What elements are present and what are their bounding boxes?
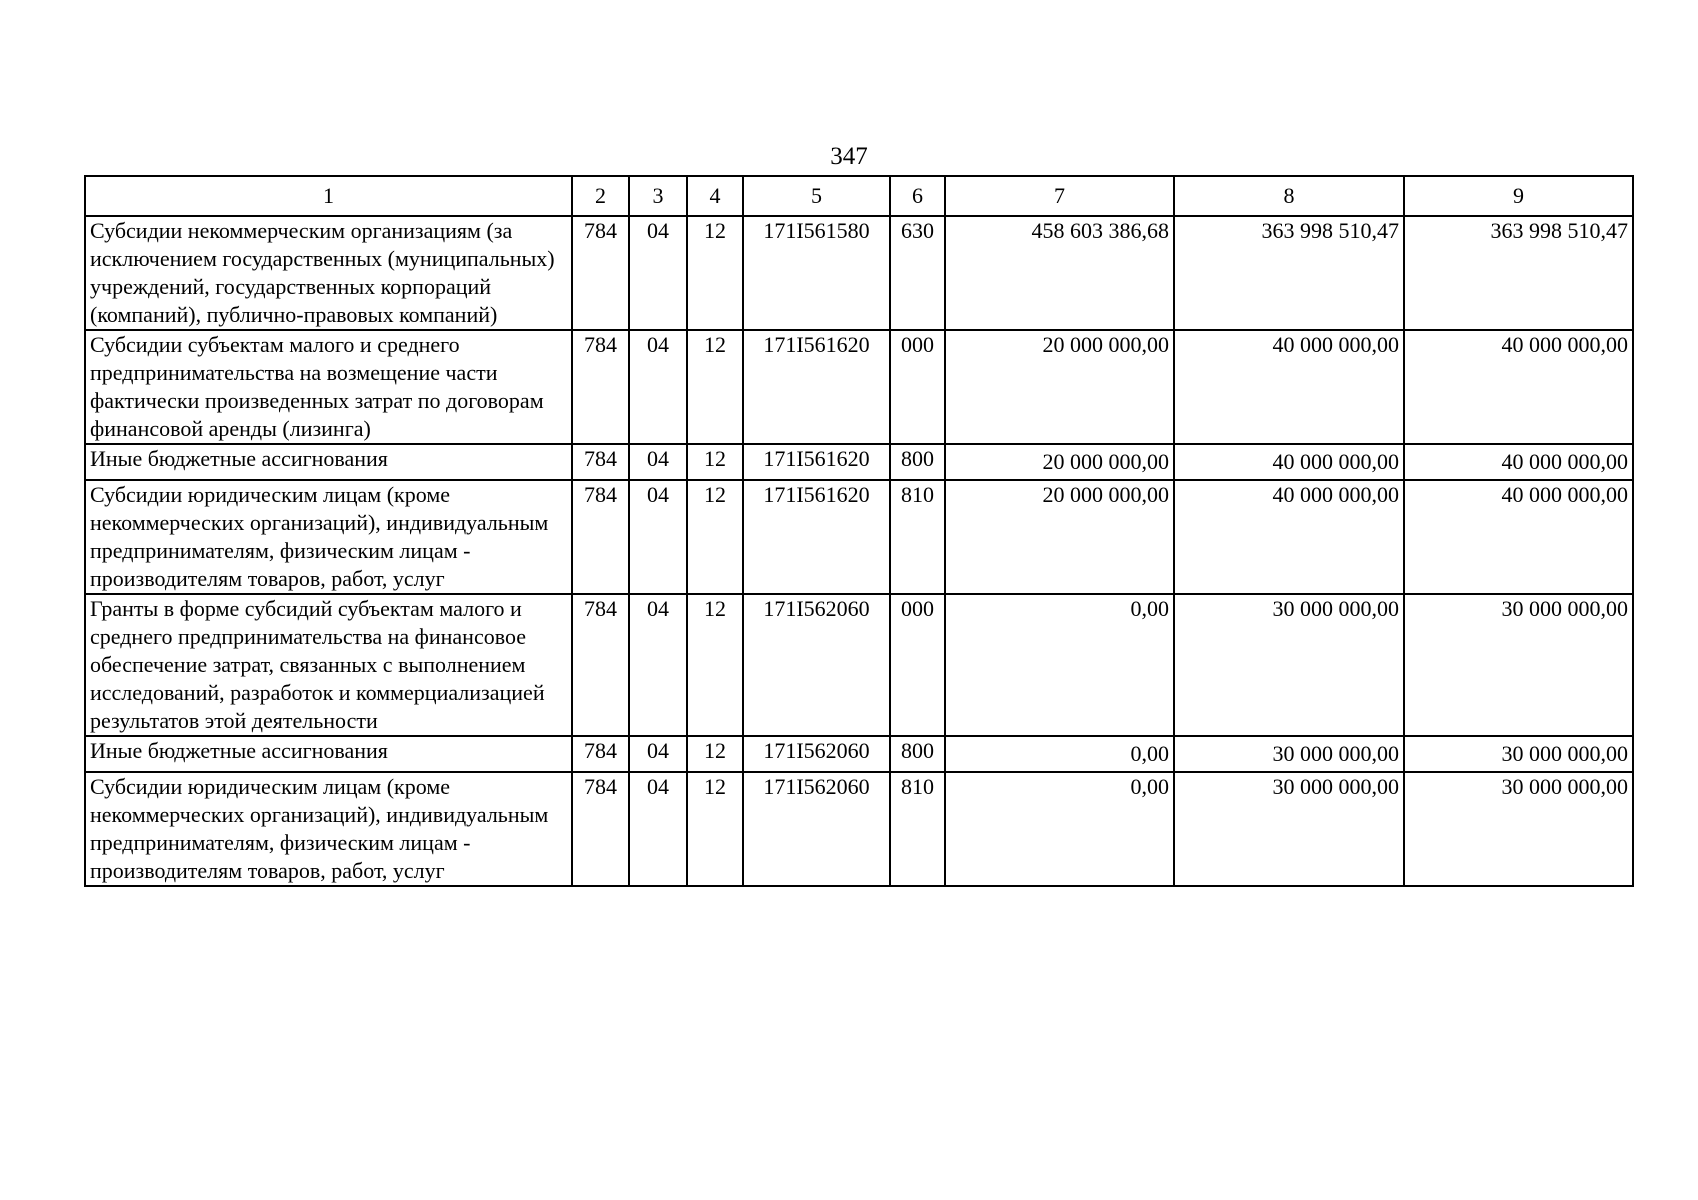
- target-article-cell: 171I561620: [743, 480, 890, 594]
- section-code-cell: 04: [629, 772, 687, 886]
- table-row: [85, 330, 1633, 444]
- ministry-code-cell: 784: [572, 736, 629, 772]
- amount-col9-cell: 40 000 000,00: [1404, 480, 1633, 594]
- row-name-cell: Иные бюджетные ассигнования: [85, 444, 572, 480]
- header-cell: 2: [572, 176, 629, 216]
- expense-type-cell: 000: [890, 594, 945, 736]
- amount-col7-cell: 0,00: [945, 772, 1174, 886]
- expense-type-cell: 800: [890, 444, 945, 480]
- header-cell: 1: [85, 176, 572, 216]
- expense-type-cell: 810: [890, 772, 945, 886]
- amount-col9-cell: 363 998 510,47: [1404, 216, 1633, 330]
- amount-col7-cell: 20 000 000,00: [945, 330, 1174, 444]
- table-row: [85, 736, 1633, 772]
- budget-table: [84, 175, 1634, 887]
- header-cell: 3: [629, 176, 687, 216]
- ministry-code-cell: 784: [572, 330, 629, 444]
- header-cell: 6: [890, 176, 945, 216]
- amount-col8-cell: 40 000 000,00: [1174, 480, 1404, 594]
- expense-type-cell: 630: [890, 216, 945, 330]
- subsection-code-cell: 12: [687, 444, 743, 480]
- row-name-cell: Субсидии юридическим лицам (кроме некоммерческих организаций), индивидуальным предпринимателям, физическим лицам - производителям товаров, работ, услуг: [85, 772, 572, 886]
- row-name-cell: Субсидии юридическим лицам (кроме некоммерческих организаций), индивидуальным предпринимателям, физическим лицам - производителям товаров, работ, услуг: [85, 480, 572, 594]
- table-row: [85, 444, 1633, 480]
- expense-type-cell: 800: [890, 736, 945, 772]
- header-cell: 5: [743, 176, 890, 216]
- row-name-cell: Субсидии субъектам малого и среднего предпринимательства на возмещение части фактически произведенных затрат по договорам финансовой аренды (лизинга): [85, 330, 572, 444]
- amount-col8-cell: 40 000 000,00: [1174, 444, 1404, 480]
- amount-col8-cell: 30 000 000,00: [1174, 736, 1404, 772]
- amount-col9-cell: 30 000 000,00: [1404, 772, 1633, 886]
- ministry-code-cell: 784: [572, 480, 629, 594]
- subsection-code-cell: 12: [687, 216, 743, 330]
- target-article-cell: 171I562060: [743, 736, 890, 772]
- subsection-code-cell: 12: [687, 330, 743, 444]
- expense-type-cell: 810: [890, 480, 945, 594]
- amount-col7-cell: 20 000 000,00: [945, 444, 1174, 480]
- table-row: [85, 480, 1633, 594]
- amount-col8-cell: 40 000 000,00: [1174, 330, 1404, 444]
- header-cell: 8: [1174, 176, 1404, 216]
- subsection-code-cell: 12: [687, 772, 743, 886]
- subsection-code-cell: 12: [687, 736, 743, 772]
- amount-col7-cell: 0,00: [945, 594, 1174, 736]
- expense-type-cell: 000: [890, 330, 945, 444]
- ministry-code-cell: 784: [572, 216, 629, 330]
- target-article-cell: 171I561620: [743, 444, 890, 480]
- row-name-cell: Субсидии некоммерческим организациям (за исключением государственных (муниципальных) учреждений, государственных корпораций (компаний), публично-правовых компаний): [85, 216, 572, 330]
- table-row: [85, 772, 1633, 886]
- header-cell: 7: [945, 176, 1174, 216]
- amount-col7-cell: 20 000 000,00: [945, 480, 1174, 594]
- amount-col7-cell: 458 603 386,68: [945, 216, 1174, 330]
- section-code-cell: 04: [629, 480, 687, 594]
- section-code-cell: 04: [629, 330, 687, 444]
- ministry-code-cell: 784: [572, 444, 629, 480]
- amount-col8-cell: 30 000 000,00: [1174, 594, 1404, 736]
- table-row: [85, 216, 1633, 330]
- row-name-cell: Гранты в форме субсидий субъектам малого и среднего предпринимательства на финансовое обеспечение затрат, связанных с выполнением исследований, разработок и коммерциализацией результатов этой деятельности: [85, 594, 572, 736]
- amount-col9-cell: 40 000 000,00: [1404, 330, 1633, 444]
- amount-col9-cell: 30 000 000,00: [1404, 594, 1633, 736]
- header-cell: 9: [1404, 176, 1633, 216]
- amount-col9-cell: 40 000 000,00: [1404, 444, 1633, 480]
- subsection-code-cell: 12: [687, 594, 743, 736]
- section-code-cell: 04: [629, 594, 687, 736]
- subsection-code-cell: 12: [687, 480, 743, 594]
- amount-col8-cell: 30 000 000,00: [1174, 772, 1404, 886]
- row-name-cell: Иные бюджетные ассигнования: [85, 736, 572, 772]
- ministry-code-cell: 784: [572, 594, 629, 736]
- amount-col7-cell: 0,00: [945, 736, 1174, 772]
- target-article-cell: 171I562060: [743, 594, 890, 736]
- section-code-cell: 04: [629, 444, 687, 480]
- page-number: 347: [830, 143, 868, 170]
- header-cell: 4: [687, 176, 743, 216]
- ministry-code-cell: 784: [572, 772, 629, 886]
- amount-col9-cell: 30 000 000,00: [1404, 736, 1633, 772]
- header-row: [85, 176, 1633, 216]
- amount-col8-cell: 363 998 510,47: [1174, 216, 1404, 330]
- target-article-cell: 171I561620: [743, 330, 890, 444]
- table-row: [85, 594, 1633, 736]
- section-code-cell: 04: [629, 216, 687, 330]
- target-article-cell: 171I562060: [743, 772, 890, 886]
- section-code-cell: 04: [629, 736, 687, 772]
- target-article-cell: 171I561580: [743, 216, 890, 330]
